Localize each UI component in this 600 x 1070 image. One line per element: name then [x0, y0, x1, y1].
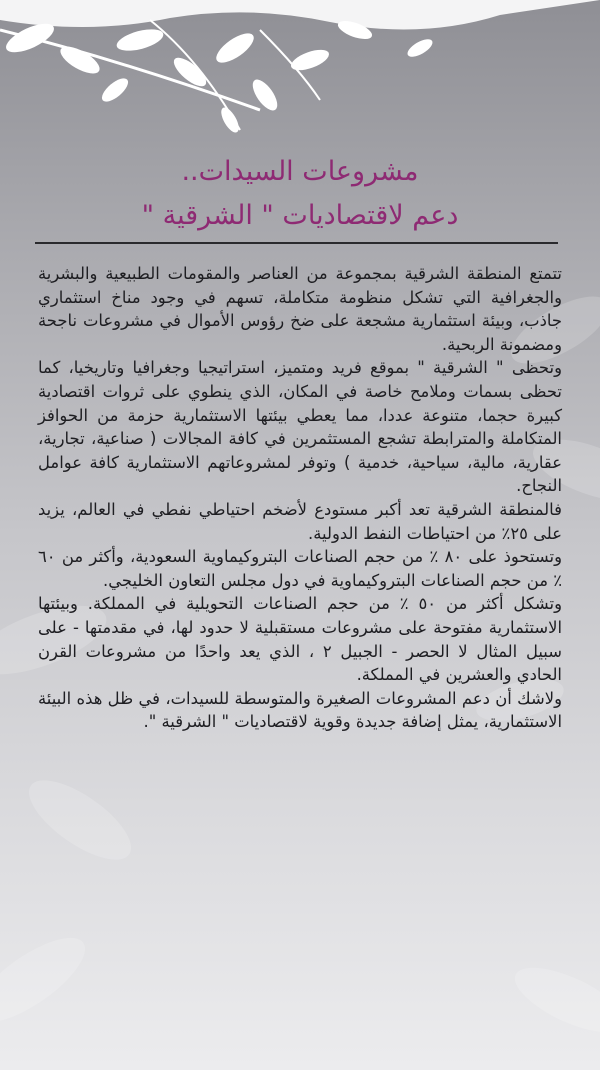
title-line-1: مشروعات السيدات..: [181, 156, 419, 187]
paragraph: وتشكل أكثر من ٥٠ ٪ من حجم الصناعات التحويلية في المملكة. وبيئتها الاستثمارية مفتوحة على مشروعات مستقبلية لا حدود لها، في مقدمتها - على سبيل المثال لا الحصر - الجبيل ٢ ، الذي يعد واحدًا من مشروعات القرن الحادي والعشرين في المملكة.: [38, 594, 562, 685]
paragraph: وتستحوذ على ٨٠ ٪ من حجم الصناعات البتروكيماوية السعودية، وأكثر من ٦٠ ٪ من حجم الصناعات البتروكيماوية في دول مجلس التعاون الخليجي.: [38, 547, 562, 590]
article-body: [38, 262, 562, 734]
paragraph: فالمنطقة الشرقية تعد أكبر مستودع لأضخم احتياطي نفطي في العالم، يزيد على ٢٥٪ من احتياطات النفط الدولية.: [38, 499, 562, 543]
title-line-2: دعم لاقتصاديات " الشرقية ": [141, 200, 459, 231]
paragraph: تتمتع المنطقة الشرقية بمجموعة من العناصر والمقومات الطبيعية والبشرية والجغرافية التي تشكل منظومة متكاملة، تسهم في وجود مناخ استثماري جاذب، وبيئة استثمارية مشجعة على ضخ رؤوس الأموال في مشروعات ناجحة ومضمونة الربحية.: [38, 264, 562, 354]
paragraph: ولاشك أن دعم المشروعات الصغيرة والمتوسطة للسيدات، في ظل هذه البيئة الاستثمارية، يمثل إضافة جديدة وقوية لاقتصاديات " الشرقية ".: [38, 688, 562, 732]
title-divider: [35, 242, 558, 244]
paragraph: وتحظى " الشرقية " بموقع فريد ومتميز، استراتيجيا وجغرافيا وتاريخيا، كما تحظى بسمات وملامح خاصة في المكان، الذي ينطوي على ثروات اقتصادية كبيرة حجما، متنوعة عددا، مما يعطي بيئتها الاستثمارية حزمة من الحوافز المتكاملة والمترابطة تشجع المستثمرين في كافة المجالات ( صناعية، تجارية، عقارية، مالية، سياحية، خدمية ) وتوفر لمشروعاتهم الاستثمارية كافة عوامل النجاح.: [38, 358, 562, 496]
article-title: [40, 150, 560, 238]
